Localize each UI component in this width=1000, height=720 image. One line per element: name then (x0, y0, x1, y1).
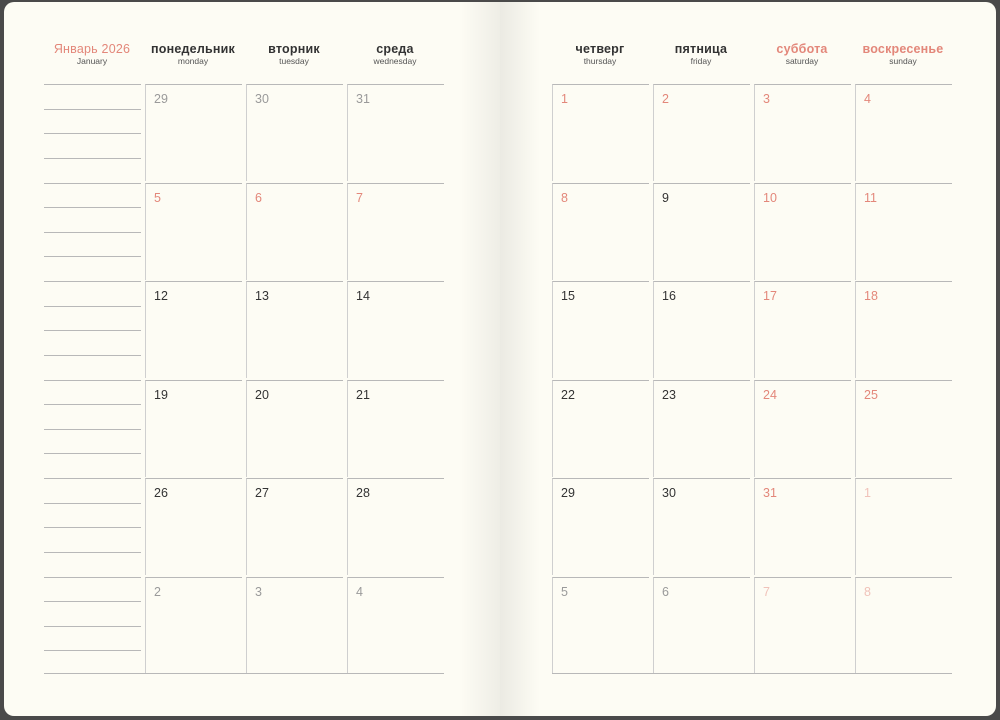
day-cell[interactable] (855, 478, 952, 575)
day-cell[interactable] (145, 183, 242, 280)
day-number: 21 (356, 387, 370, 402)
notes-line (44, 503, 141, 504)
day-number: 3 (255, 584, 262, 599)
day-cell[interactable] (552, 380, 649, 477)
day-cell[interactable] (552, 281, 649, 378)
weekday-name-en: thursday (583, 56, 617, 66)
day-cell[interactable] (145, 281, 242, 378)
day-number: 20 (255, 387, 269, 402)
day-cell[interactable] (246, 281, 343, 378)
notes-line (44, 109, 141, 110)
weekday-name: четверг (575, 42, 625, 56)
day-number: 28 (356, 486, 370, 500)
day-cell[interactable] (855, 380, 952, 477)
weekday-name-en: tuesday (279, 56, 309, 66)
weekday-name: пятница (674, 42, 728, 56)
day-cell[interactable] (145, 380, 242, 477)
notes-line (44, 256, 141, 257)
month-header (44, 42, 140, 66)
weekday-name-en: friday (690, 56, 712, 66)
day-number: 19 (154, 387, 168, 402)
day-number: 4 (356, 584, 363, 599)
day-cell[interactable] (754, 380, 851, 477)
weekday-name: суббота (776, 42, 828, 56)
left-page (4, 2, 500, 716)
day-number: 30 (662, 486, 676, 500)
day-number: 17 (763, 289, 777, 303)
day-cell[interactable] (754, 281, 851, 378)
day-number: 6 (255, 190, 262, 205)
day-number: 14 (356, 289, 370, 303)
day-cell[interactable] (347, 183, 444, 280)
notes-line (44, 207, 141, 208)
day-cell[interactable] (754, 183, 851, 280)
notes-line (44, 552, 141, 553)
notes-line (44, 478, 141, 479)
day-number: 7 (763, 584, 770, 599)
day-cell[interactable] (855, 84, 952, 181)
day-cell[interactable] (552, 478, 649, 575)
notes-line (44, 133, 141, 134)
notes-line (44, 453, 141, 454)
notes-line (44, 650, 141, 651)
day-cell[interactable] (347, 380, 444, 477)
day-cell[interactable] (145, 478, 242, 575)
notes-line (44, 355, 141, 356)
day-cell[interactable] (552, 183, 649, 280)
notes-line (44, 626, 141, 627)
grid-bottom-line (552, 673, 952, 674)
day-number: 18 (864, 289, 878, 303)
day-cell[interactable] (347, 84, 444, 181)
notes-line (44, 380, 141, 381)
weekday-header (145, 42, 241, 66)
day-number: 22 (561, 387, 575, 402)
weekday-header (855, 42, 951, 66)
day-cell[interactable] (246, 380, 343, 477)
day-cell[interactable] (855, 577, 952, 674)
notes-line (44, 404, 141, 405)
day-number: 31 (356, 92, 370, 106)
day-number: 2 (154, 584, 161, 599)
day-number: 31 (763, 486, 777, 500)
day-cell[interactable] (246, 84, 343, 181)
day-cell[interactable] (145, 84, 242, 181)
day-number: 3 (763, 92, 770, 106)
weekday-name-en: wednesday (373, 56, 417, 66)
day-number: 23 (662, 387, 676, 402)
day-number: 9 (662, 190, 669, 205)
day-cell[interactable] (754, 577, 851, 674)
day-number: 5 (154, 190, 161, 205)
weekday-header (653, 42, 749, 66)
weekday-name-en: saturday (785, 56, 819, 66)
weekday-name: среда (376, 42, 414, 56)
day-cell[interactable] (653, 281, 750, 378)
day-cell[interactable] (653, 380, 750, 477)
day-number: 26 (154, 486, 168, 500)
day-cell[interactable] (653, 478, 750, 575)
day-number: 5 (561, 584, 568, 599)
day-number: 29 (154, 92, 168, 106)
notes-line (44, 232, 141, 233)
right-page (500, 2, 996, 716)
day-number: 10 (763, 190, 777, 205)
day-number: 1 (561, 92, 568, 106)
day-number: 16 (662, 289, 676, 303)
day-cell[interactable] (246, 577, 343, 674)
day-number: 7 (356, 190, 363, 205)
weekday-header (552, 42, 648, 66)
gutter-shadow (500, 2, 540, 716)
day-cell[interactable] (754, 84, 851, 181)
day-number: 6 (662, 584, 669, 599)
weekday-name-en: sunday (889, 56, 917, 66)
day-cell[interactable] (653, 84, 750, 181)
notes-line (44, 429, 141, 430)
notes-line (44, 183, 141, 184)
weekday-header (347, 42, 443, 66)
day-number: 4 (864, 92, 871, 106)
weekday-name: вторник (268, 42, 320, 56)
day-cell[interactable] (347, 577, 444, 674)
notes-line (44, 527, 141, 528)
day-cell[interactable] (347, 281, 444, 378)
day-number: 30 (255, 92, 269, 106)
day-cell[interactable] (855, 281, 952, 378)
day-number: 15 (561, 289, 575, 303)
notes-line (44, 281, 141, 282)
weekday-name-en: monday (177, 56, 209, 66)
day-number: 8 (561, 190, 568, 205)
day-cell[interactable] (653, 183, 750, 280)
day-number: 27 (255, 486, 269, 500)
day-number: 24 (763, 387, 777, 402)
notes-line (44, 158, 141, 159)
day-number: 13 (255, 289, 269, 303)
day-cell[interactable] (552, 577, 649, 674)
day-cell[interactable] (552, 84, 649, 181)
gutter-shadow (460, 2, 500, 716)
notes-line (44, 577, 141, 578)
day-number: 2 (662, 92, 669, 106)
day-cell[interactable] (653, 577, 750, 674)
day-number: 25 (864, 387, 878, 402)
weekday-header (754, 42, 850, 66)
day-cell[interactable] (145, 577, 242, 674)
day-cell[interactable] (246, 478, 343, 575)
day-cell[interactable] (246, 183, 343, 280)
notes-line (44, 306, 141, 307)
weekday-header (246, 42, 342, 66)
day-cell[interactable] (754, 478, 851, 575)
month-title: Январь 2026 (53, 42, 131, 56)
day-number: 1 (864, 486, 871, 500)
notes-line (44, 84, 141, 85)
day-cell[interactable] (855, 183, 952, 280)
day-number: 8 (864, 584, 871, 599)
notes-line (44, 330, 141, 331)
day-cell[interactable] (347, 478, 444, 575)
weekday-name: понедельник (151, 42, 235, 56)
weekday-name: воскресенье (862, 42, 944, 56)
grid-bottom-line (44, 673, 444, 674)
planner-spread (4, 2, 996, 716)
day-number: 11 (864, 190, 877, 205)
notes-line (44, 601, 141, 602)
month-subtitle: January (76, 56, 108, 66)
day-number: 12 (154, 289, 168, 303)
day-number: 29 (561, 486, 575, 500)
